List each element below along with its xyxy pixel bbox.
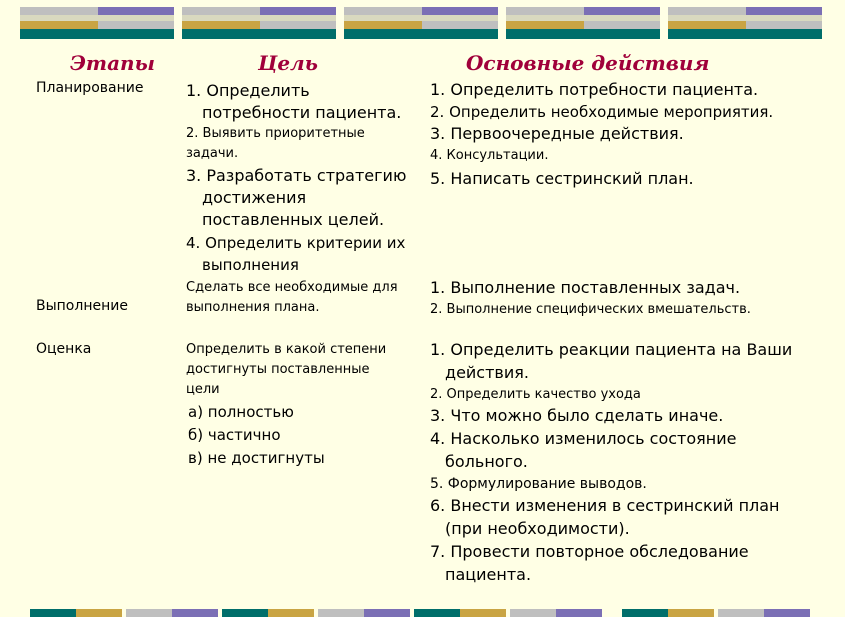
planning-action-line: 4. Консультации. (430, 148, 549, 163)
band-tile (126, 609, 172, 617)
evaluation-action-line: 4. Насколько изменилось состояние (430, 429, 737, 448)
band-tile (622, 609, 668, 617)
evaluation-action-line: 3. Что можно было сделать иначе. (430, 406, 724, 425)
evaluation-goal-line: в) не достигнуты (188, 449, 325, 467)
evaluation-action-line: 6. Внести изменения в сестринский план (430, 496, 780, 515)
band-tile (20, 7, 98, 15)
band-tile (222, 609, 268, 617)
band-tile (268, 609, 314, 617)
evaluation-action-line: (при необходимости). (445, 519, 630, 538)
band-tile (344, 29, 498, 39)
execution-action-line: 1. Выполнение поставленных задач. (430, 278, 741, 297)
execution-goal-line: выполнения плана. (186, 300, 320, 315)
planning-goal-line: 4. Определить критерии их (186, 234, 406, 252)
band-tile (506, 21, 584, 29)
evaluation-goal-line: а) полностью (188, 403, 294, 421)
band-tile (364, 609, 410, 617)
band-tile (76, 609, 122, 617)
band-tile (668, 29, 822, 39)
band-tile (98, 7, 174, 15)
planning-goal-line: достижения (202, 188, 307, 207)
band-tile (182, 21, 260, 29)
band-tile (260, 7, 336, 15)
band-tile (510, 609, 556, 617)
execution-action-line: 2. Выполнение специфических вмешательств. (430, 302, 751, 317)
evaluation-action-line: действия. (445, 363, 529, 382)
stage-evaluation: Оценка (36, 341, 92, 357)
planning-goal-line: выполнения (202, 256, 299, 274)
band-tile (746, 21, 822, 29)
evaluation-action-line: 1. Определить реакции пациента на Ваши (430, 340, 793, 359)
band-tile (344, 7, 422, 15)
evaluation-action-line: больного. (445, 452, 528, 471)
planning-goal-line: задачи. (186, 146, 239, 161)
band-tile (460, 609, 506, 617)
planning-goal-line: 1. Определить (186, 81, 310, 100)
bottom-decorative-band (0, 609, 845, 617)
band-tile (746, 7, 822, 15)
planning-goal-line: 3. Разработать стратегию (186, 166, 407, 185)
band-tile (764, 609, 810, 617)
band-tile (506, 7, 584, 15)
band-tile (556, 609, 602, 617)
header-goal: Цель (258, 51, 318, 75)
band-tile (414, 609, 460, 617)
band-tile (318, 609, 364, 617)
evaluation-goal-line: Определить в какой степени (186, 342, 387, 357)
band-tile (98, 21, 174, 29)
band-tile (344, 21, 422, 29)
band-tile (260, 21, 336, 29)
evaluation-goal-line: цели (186, 382, 220, 397)
band-tile (584, 7, 660, 15)
planning-goal-line: поставленных целей. (202, 210, 385, 229)
evaluation-action-line: 5. Формулирование выводов. (430, 476, 647, 492)
evaluation-goal-line: б) частично (188, 426, 281, 444)
band-tile (718, 609, 764, 617)
planning-goal-line: 2. Выявить приоритетные (186, 126, 365, 141)
evaluation-action-line: 7. Провести повторное обследование (430, 542, 749, 561)
evaluation-goal-line: достигнуты поставленные (186, 362, 370, 377)
band-tile (668, 609, 714, 617)
planning-action-line: 5. Написать сестринский план. (430, 169, 694, 188)
band-tile (30, 609, 76, 617)
band-tile (668, 21, 746, 29)
band-tile (20, 29, 174, 39)
band-tile (668, 7, 746, 15)
planning-goal-line: потребности пациента. (202, 103, 402, 122)
header-stages: Этапы (70, 51, 155, 75)
band-tile (20, 21, 98, 29)
stage-execution: Выполнение (36, 298, 128, 314)
header-actions: Основные действия (466, 51, 710, 75)
planning-action-line: 2. Определить необходимые мероприятия. (430, 103, 774, 121)
execution-goal-line: Сделать все необходимые для (186, 280, 398, 295)
planning-action-line: 1. Определить потребности пациента. (430, 80, 759, 99)
stage-planning: Планирование (36, 80, 144, 96)
band-tile (182, 29, 336, 39)
band-tile (172, 609, 218, 617)
evaluation-action-line: пациента. (445, 565, 532, 584)
band-tile (584, 21, 660, 29)
top-decorative-band (0, 7, 845, 40)
planning-action-line: 3. Первоочередные действия. (430, 124, 684, 143)
band-tile (182, 7, 260, 15)
band-tile (422, 21, 498, 29)
band-tile (506, 29, 660, 39)
evaluation-action-line: 2. Определить качество ухода (430, 387, 641, 402)
band-tile (422, 7, 498, 15)
